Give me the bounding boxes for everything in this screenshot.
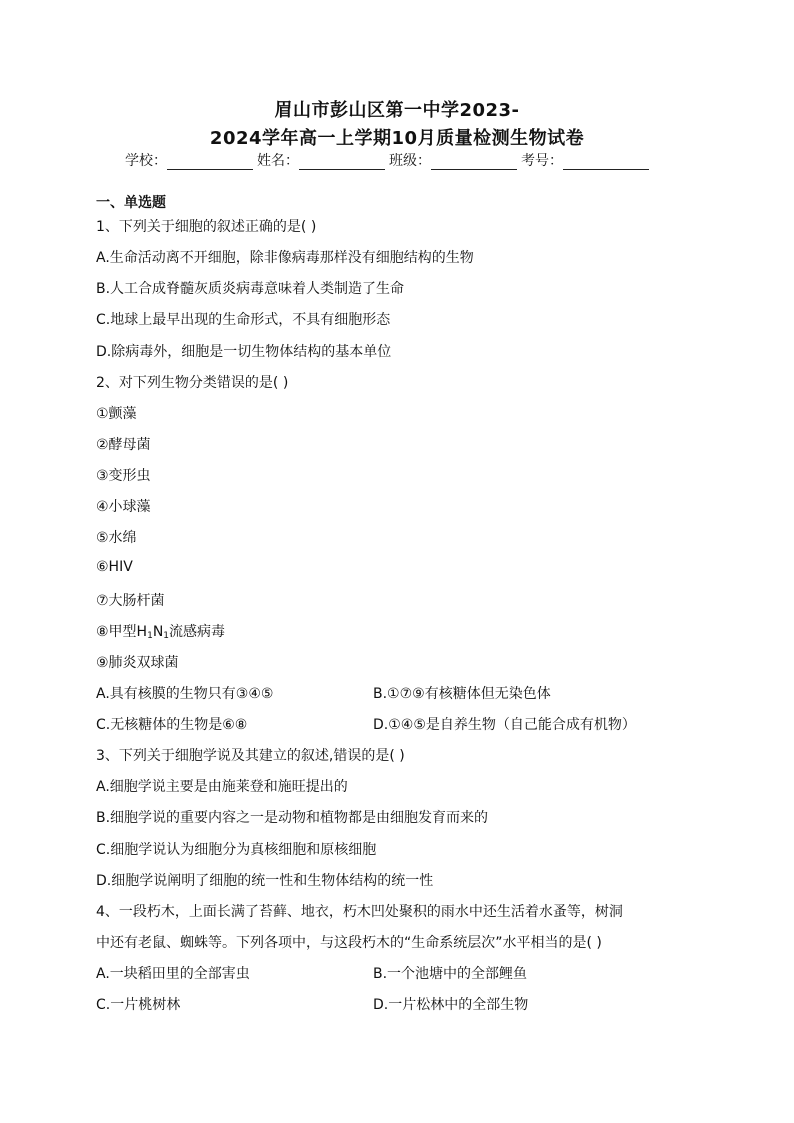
q2-item-1: ①颤藻 bbox=[96, 406, 137, 422]
school-blank[interactable] bbox=[167, 155, 253, 170]
q1-option-c: C.地球上最早出现的生命形式，不具有细胞形态 bbox=[96, 312, 391, 328]
q1-option-d: D.除病毒外，细胞是一切生物体结构的基本单位 bbox=[96, 344, 392, 360]
q4-stem-line-1: 4、一段朽木，上面长满了苔藓、地衣，朽木凹处聚积的雨水中还生活着水蚤等，树洞 bbox=[96, 904, 623, 920]
name-label: 姓名： bbox=[257, 153, 299, 169]
q3-option-c: C.细胞学说认为细胞分为真核细胞和原核细胞 bbox=[96, 842, 377, 858]
q1-option-b: B.人工合成脊髓灰质炎病毒意味着人类制造了生命 bbox=[96, 281, 405, 297]
class-label: 班级： bbox=[389, 153, 431, 169]
q3-option-a: A.细胞学说主要是由施莱登和施旺提出的 bbox=[96, 779, 348, 795]
exam-number-blank[interactable] bbox=[563, 155, 649, 170]
q2-item-7: ⑦大肠杆菌 bbox=[96, 593, 165, 609]
q2-stem: 2、对下列生物分类错误的是( ) bbox=[96, 375, 289, 391]
q1-option-a: A.生命活动离不开细胞，除非像病毒那样没有细胞结构的生物 bbox=[96, 250, 474, 266]
q2-option-a: A.具有核膜的生物只有③④⑤ bbox=[96, 686, 274, 702]
title-line-1: 眉山市彭山区第一中学2023- bbox=[274, 100, 520, 121]
q2-options-row-2 bbox=[96, 714, 636, 734]
q4-stem-line-2: 中还有老鼠、蜘蛛等。下列各项中，与这段朽木的“生命系统层次”水平相当的是( ) bbox=[96, 935, 602, 951]
name-blank[interactable] bbox=[299, 155, 385, 170]
class-blank[interactable] bbox=[431, 155, 517, 170]
title-line-2: 2024学年高一上学期10月质量检测生物试卷 bbox=[209, 128, 585, 149]
q2-item-8-prefix: ⑧甲型H bbox=[96, 624, 148, 640]
q3-option-d: D.细胞学说阐明了细胞的统一性和生物体结构的统一性 bbox=[96, 873, 434, 889]
q2-item-4: ④小球藻 bbox=[96, 499, 151, 515]
exam-number-label: 考号： bbox=[521, 153, 563, 169]
q2-item-2: ②酵母菌 bbox=[96, 437, 151, 453]
q4-option-b: B.一个池塘中的全部鲤鱼 bbox=[373, 966, 528, 982]
q2-item-5: ⑤水绵 bbox=[96, 530, 137, 546]
q4-options-row-1 bbox=[96, 963, 528, 983]
q4-option-a: A.一块稻田里的全部害虫 bbox=[96, 966, 250, 982]
q2-option-b: B.①⑦⑨有核糖体但无染色体 bbox=[373, 686, 551, 702]
q4-option-c: C.一片桃树林 bbox=[96, 997, 181, 1013]
q1-stem: 1、下列关于细胞的叙述正确的是( ) bbox=[96, 219, 317, 235]
student-info-row bbox=[125, 150, 653, 170]
q3-stem: 3、下列关于细胞学说及其建立的叙述,错误的是( ) bbox=[96, 748, 405, 764]
q4-options-row-2 bbox=[96, 994, 529, 1014]
q2-item-8 bbox=[96, 621, 225, 641]
q2-item-8-mid: N bbox=[152, 624, 164, 640]
q2-item-8-sub1: 1 bbox=[147, 631, 153, 641]
q3-option-b: B.细胞学说的重要内容之一是动物和植物都是由细胞发育而来的 bbox=[96, 810, 489, 826]
school-label: 学校： bbox=[125, 153, 167, 169]
q4-option-d: D.一片松林中的全部生物 bbox=[373, 997, 529, 1013]
q2-item-8-sub2: 1 bbox=[163, 631, 170, 641]
q2-option-d: D.①④⑤是自养生物（自己能合成有机物） bbox=[373, 717, 636, 733]
q2-item-3: ③变形虫 bbox=[96, 468, 151, 484]
q2-item-9: ⑨肺炎双球菌 bbox=[96, 655, 179, 671]
q2-options-row-1 bbox=[96, 683, 551, 703]
section-heading: 一、单选题 bbox=[96, 195, 166, 211]
q2-option-c: C.无核糖体的生物是⑥⑧ bbox=[96, 717, 248, 733]
q2-item-8-suffix: 流感病毒 bbox=[169, 624, 226, 640]
q2-item-6: ⑥HIV bbox=[96, 559, 133, 575]
